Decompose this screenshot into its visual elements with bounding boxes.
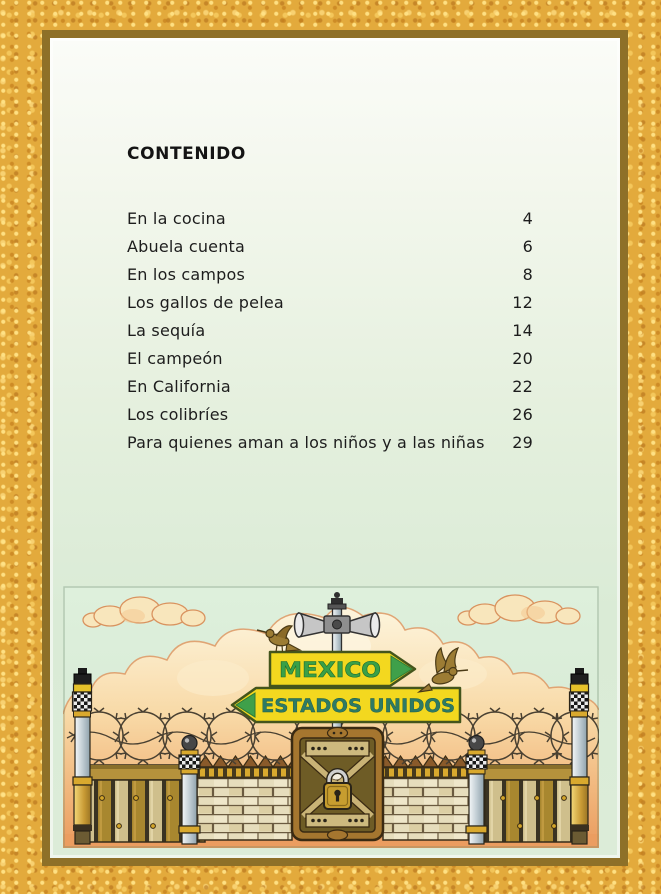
- toc-title: Los gallos de pelea: [127, 292, 284, 312]
- toc-title: La sequía: [127, 320, 206, 340]
- toc-row: [127, 428, 533, 456]
- toc-row: [127, 204, 533, 232]
- table-of-contents: [127, 204, 533, 456]
- pillar-left: [179, 736, 200, 845]
- brick-wall-left: [197, 755, 292, 840]
- toc-page-number: 29: [512, 432, 533, 452]
- gate: [292, 728, 383, 841]
- toc-title: Los colibríes: [127, 404, 229, 424]
- mexico-sign-label: MEXICO: [279, 658, 381, 682]
- toc-title: Abuela cuenta: [127, 236, 246, 256]
- brick-wall-right: [383, 755, 471, 840]
- toc-row: [127, 344, 533, 372]
- toc-row: [127, 372, 533, 400]
- page-title: CONTENIDO: [127, 144, 246, 164]
- wood-fence-right: [483, 765, 577, 842]
- mexico-sign: [270, 652, 415, 686]
- border-post-right: [570, 668, 590, 844]
- estados-unidos-sign: [232, 688, 460, 722]
- border-post-left: [73, 668, 93, 844]
- border-illustration: [63, 586, 599, 848]
- toc-page-number: 12: [512, 292, 533, 312]
- toc-row: [127, 400, 533, 428]
- toc-page-number: 8: [522, 264, 533, 284]
- toc-title: En California: [127, 376, 231, 396]
- toc-title: Para quienes aman a los niños y a las niñas: [127, 432, 485, 452]
- toc-page-number: 26: [512, 404, 533, 424]
- toc-title: En la cocina: [127, 208, 226, 228]
- toc-title: El campeón: [127, 348, 223, 368]
- toc-page-number: 20: [512, 348, 533, 368]
- page: [50, 38, 620, 858]
- pillar-right: [466, 736, 487, 845]
- toc-page-number: 14: [512, 320, 533, 340]
- gold-frame: [42, 30, 628, 866]
- toc-row: [127, 232, 533, 260]
- toc-title: En los campos: [127, 264, 246, 284]
- toc-row: [127, 288, 533, 316]
- estados-unidos-sign-label: ESTADOS UNIDOS: [261, 695, 455, 717]
- toc-page-number: 22: [512, 376, 533, 396]
- toc-page-number: 4: [522, 208, 533, 228]
- toc-page-number: 6: [522, 236, 533, 256]
- toc-row: [127, 260, 533, 288]
- toc-row: [127, 316, 533, 344]
